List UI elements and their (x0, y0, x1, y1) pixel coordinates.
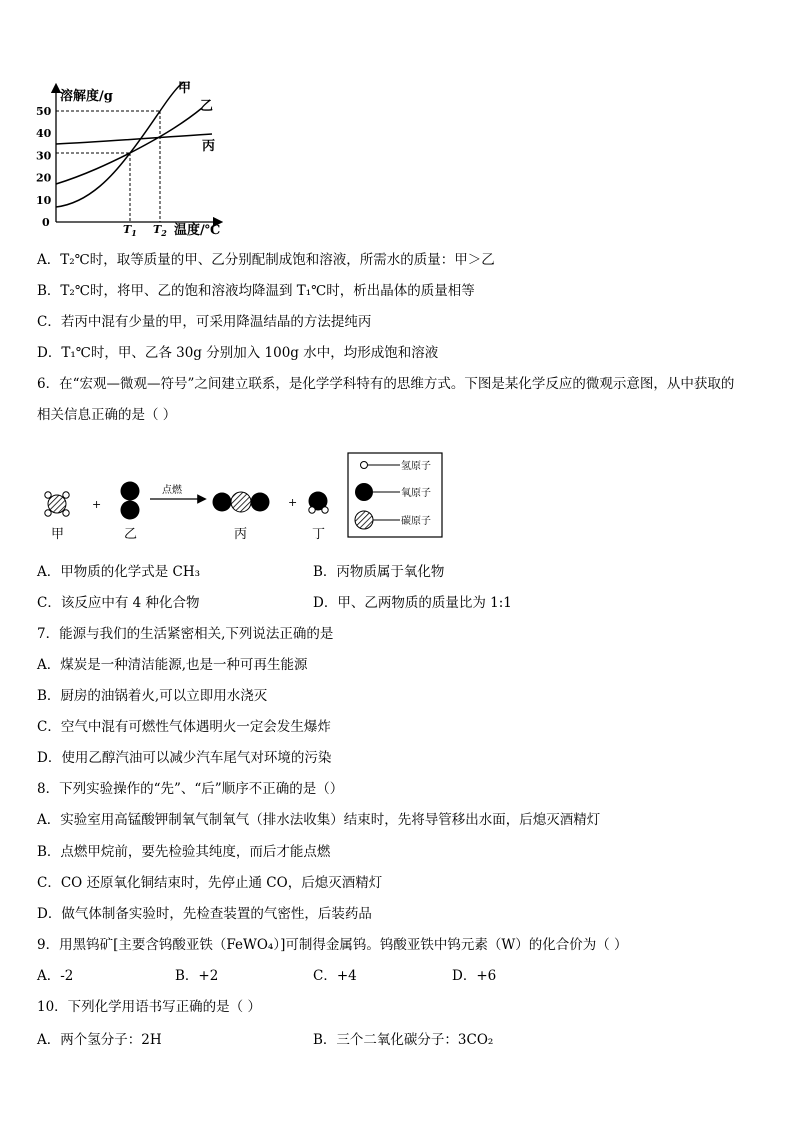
y-tick-label: 10 (36, 193, 52, 207)
y-tick-label: 50 (36, 105, 52, 118)
legend-hydrogen-label: 氢原子 (401, 461, 431, 472)
q7-stem: 7．能源与我们的生活紧密相关,下列说法正确的是 (37, 626, 334, 642)
label-yi: 乙 (124, 527, 138, 542)
q10-option-b: B．三个二氧化碳分子：3CO₂ (313, 1032, 494, 1048)
label-bing: 丙 (234, 527, 248, 542)
series-label-bing: 丙 (202, 139, 216, 154)
series-yi-curve (56, 108, 202, 184)
q6-stem-line2: 相关信息正确的是（ ） (37, 407, 177, 423)
q9-option-d: D．+6 (452, 968, 497, 984)
q6-option-d: D．甲、乙两物质的质量比为 1:1 (313, 595, 512, 611)
q5-option-b: B．T₂℃时，将甲、乙的饱和溶液均降温到 T₁℃时，析出晶体的质量相等 (37, 283, 475, 299)
q9-option-c: C．+4 (313, 968, 357, 984)
legend-oxygen-icon (355, 483, 373, 501)
q6-option-a: A．甲物质的化学式是 CH₃ (37, 564, 201, 580)
y-tick-label: 20 (36, 171, 52, 185)
q6-option-b: B．丙物质属于氧化物 (313, 564, 445, 580)
series-bing-curve (56, 134, 212, 144)
x-tick-t1: $T_1$ (123, 223, 137, 238)
q7-option-c: C．空气中混有可燃性气体遇明火一定会发生爆炸 (37, 719, 331, 735)
plus-sign-2: + (288, 496, 298, 509)
series-label-jia: 甲 (178, 81, 192, 96)
y-tick-label: 40 (36, 127, 52, 141)
q7-option-a: A．煤炭是一种清洁能源,也是一种可再生能源 (37, 657, 308, 673)
molecule-jia (45, 492, 69, 516)
label-jia: 甲 (51, 527, 65, 542)
arrow-label: 点燃 (162, 485, 182, 496)
legend-carbon-icon (355, 511, 373, 529)
molecule-bing (213, 492, 270, 512)
q5-option-c: C．若丙中混有少量的甲，可采用降温结晶的方法提纯丙 (37, 314, 372, 330)
series-label-yi: 乙 (200, 99, 214, 114)
q8-option-b: B．点燃甲烷前，要先检验其纯度，而后才能点燃 (37, 844, 331, 860)
y-tick-label: 0 (42, 216, 50, 229)
y-tick-label: 30 (36, 149, 52, 163)
solubility-chart (30, 78, 230, 238)
y-axis-label: 溶解度/g (60, 89, 113, 104)
q8-option-d: D．做气体制备实验时，先检查装置的气密性，后装药品 (37, 906, 372, 922)
q6-option-c: C．该反应中有 4 种化合物 (37, 595, 200, 611)
legend-carbon-label: 碳原子 (401, 516, 431, 527)
molecule-yi (121, 482, 140, 520)
reaction-diagram (30, 450, 450, 545)
q6-stem-line1: 6．在“宏观—微观—符号”之间建立联系，是化学学科特有的思维方式。下图是某化学反应的微观示意图，从中获取的 (37, 376, 735, 392)
x-axis-label: 温度/℃ (174, 223, 221, 238)
q9-option-b: B．+2 (175, 968, 219, 984)
q7-option-d: D．使用乙醇汽油可以减少汽车尾气对环境的污染 (37, 750, 332, 766)
x-tick-t2: $T_2$ (153, 223, 167, 238)
label-ding: 丁 (312, 527, 326, 542)
legend-hydrogen-icon (361, 462, 368, 469)
q5-option-a: A．T₂℃时，取等质量的甲、乙分别配制成饱和溶液，所需水的质量：甲＞乙 (37, 252, 495, 268)
q5-option-d: D．T₁℃时，甲、乙各 30g 分别加入 100g 水中，均形成饱和溶液 (37, 345, 439, 361)
q8-option-c: C．CO 还原氧化铜结束时，先停止通 CO，后熄灭酒精灯 (37, 875, 383, 891)
q10-option-a: A．两个氢分子：2H (37, 1032, 162, 1048)
q9-option-a: A．-2 (37, 968, 74, 984)
q8-option-a: A．实验室用高锰酸钾制氧气制氧气（排水法收集）结束时，先将导管移出水面，后熄灭酒精灯 (37, 812, 601, 828)
q9-stem: 9．用黑钨矿[主要含钨酸亚铁（FeWO₄）]可制得金属钨。钨酸亚铁中钨元素（W）的化合价为（ ） (37, 937, 628, 953)
plus-sign-1: + (92, 498, 102, 511)
q10-stem: 10．下列化学用语书写正确的是（ ） (37, 999, 261, 1015)
q7-option-b: B．厨房的油锅着火,可以立即用水浇灭 (37, 688, 268, 704)
molecule-ding (309, 492, 329, 514)
q8-stem: 8．下列实验操作的“先”、“后”顺序不正确的是（） (37, 781, 344, 797)
legend-oxygen-label: 氧原子 (401, 488, 431, 499)
